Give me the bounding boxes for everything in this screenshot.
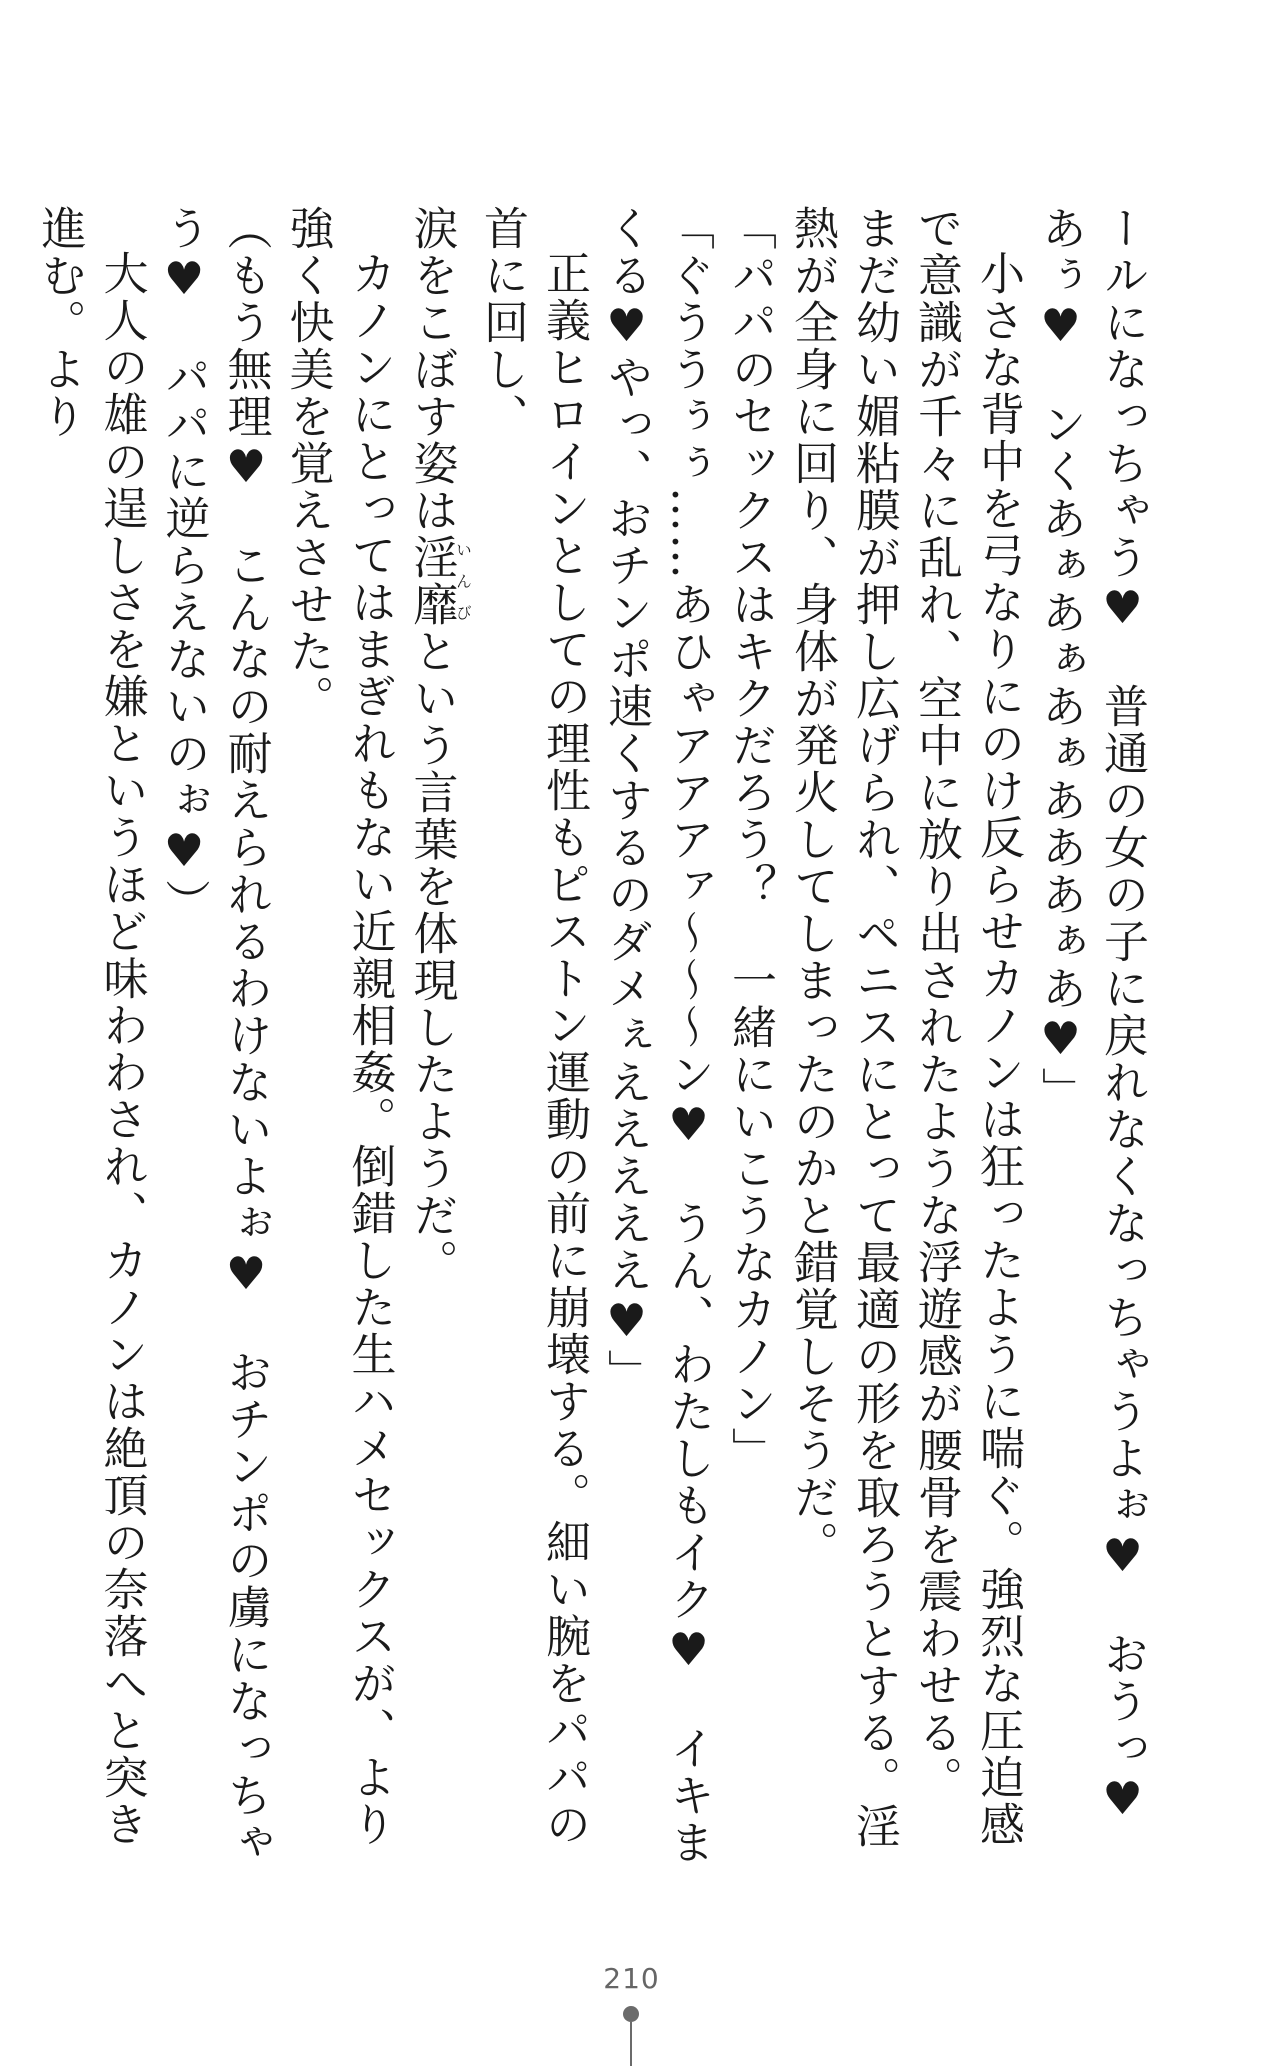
paragraph-7-pre: 涙をこぼす姿は <box>405 205 459 534</box>
paragraph-4: 「パパのセックスはキクだろう？ 一緒にいこうなカノン」 <box>724 205 777 1474</box>
page-number: 210 <box>603 1962 660 1995</box>
ruby-word <box>405 534 473 628</box>
paragraph-7 <box>401 205 472 1885</box>
footer-line <box>630 2022 632 2066</box>
ruby-base: 淫靡 <box>405 534 459 628</box>
paragraph-9: （もう無理♥ こんなの耐えられるわけないよぉ♥ おチンポの虜になっちゃう♥ パパに逆らえないのぉ♥） <box>157 205 273 1866</box>
paragraph-5: 「ぐううぅぅ……あひゃアアアァ〜〜〜ン♥ うん、わたしもイク♥ イキまくる♥やっ、おチンポ速くするのダメぇえええええ♥」 <box>600 205 715 1866</box>
paragraph-7-post: という言葉を体現したようだ。 <box>405 628 459 1286</box>
footer-dot-icon <box>623 2006 639 2022</box>
paragraph-2: 小さな背中を弓なりにのけ反らせカノンは狂ったように喘ぐ。強烈な圧迫感で意識が千々に乱れ、空中に放り出されたような浮遊感が腰骨を震わせる。 <box>910 205 1025 1848</box>
paragraph-1: ールになっちゃう♥ 普通の女の子に戻れなくなっちゃうよぉ♥ おうっ♥ あぅ♥ ンくあぁあぁあぁあああぁあ♥」 <box>1034 205 1149 1874</box>
body-text <box>33 205 1153 1885</box>
paragraph-6: 正義ヒロインとしての理性もピストン運動の前に崩壊する。細い腕をパパの首に回し、 <box>476 205 591 1848</box>
paragraph-3: まだ幼い媚粘膜が押し広げられ、ペニスにとって最適の形を取ろうとする。淫熱が全身に回り、身体が発火してしまったのかと錯覚しそうだ。 <box>786 205 901 1850</box>
paragraph-10: 大人の雄の逞しさを嫌というほど味わわされ、カノンは絶頂の奈落へと突き進む。より <box>33 205 149 1848</box>
ruby-reading: いんび <box>453 534 473 628</box>
paragraph-8: カノンにとってはまぎれもない近親相姦。倒錯した生ハメセックスが、より強く快美を覚えさせた。 <box>281 205 397 1848</box>
